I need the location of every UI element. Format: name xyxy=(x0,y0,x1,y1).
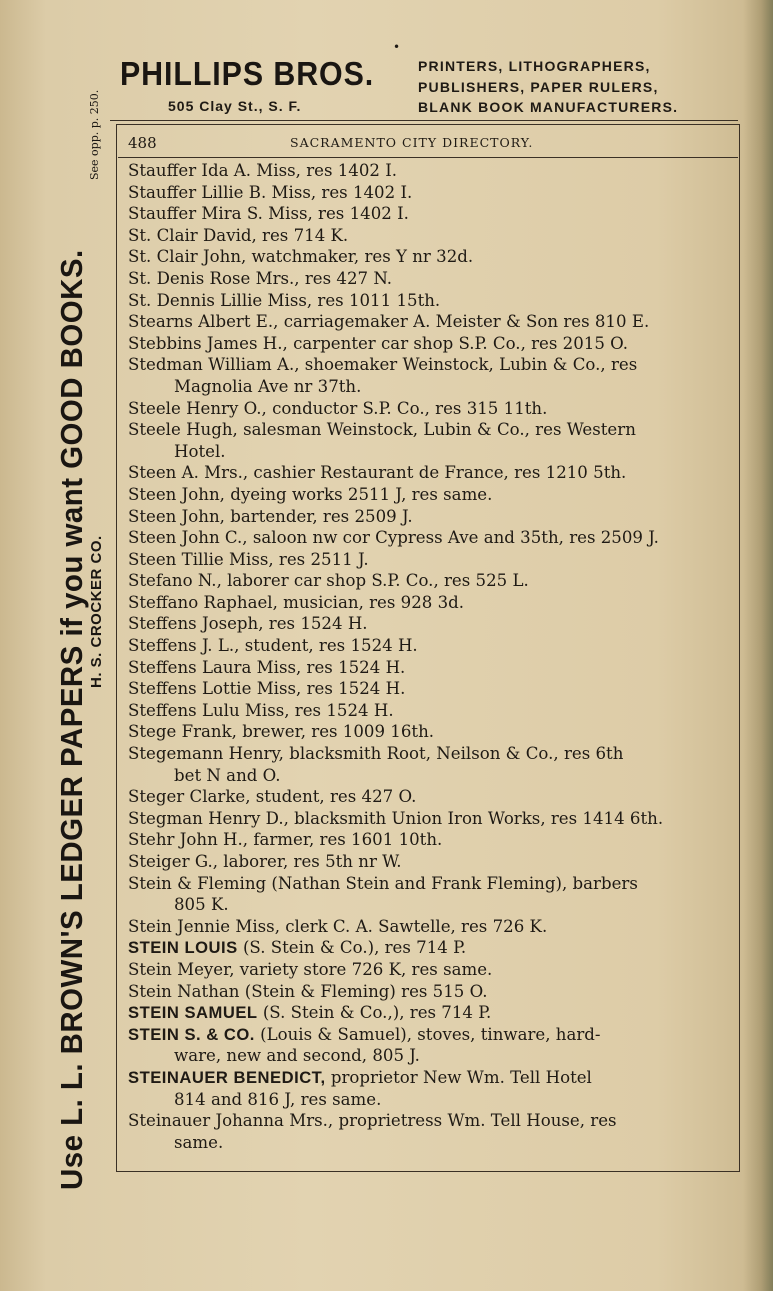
directory-entry xyxy=(128,657,732,679)
entry-text: Steen John, dyeing works 2511 J, res same. xyxy=(128,484,493,504)
directory-entry xyxy=(128,873,732,916)
directory-entry xyxy=(128,160,732,182)
page-edge xyxy=(743,0,773,1291)
entry-text: Steele Hugh, salesman Weinstock, Lubin & Co., res Western xyxy=(128,420,636,440)
entry-continuation: same. xyxy=(174,1132,224,1152)
directory-entry xyxy=(128,678,732,700)
directory-entry xyxy=(128,635,732,657)
entry-text: Steffano Raphael, musician, res 928 3d. xyxy=(128,592,465,612)
entry-text: Steffens Laura Miss, res 1524 H. xyxy=(128,657,406,677)
directory-entry xyxy=(128,203,732,225)
entry-text: St. Dennis Lillie Miss, res 1011 15th. xyxy=(128,290,441,310)
entry-text: Stegemann Henry, blacksmith Root, Neilson & Co., res 6th xyxy=(128,744,624,764)
entry-text: Steffens Lulu Miss, res 1524 H. xyxy=(128,700,394,720)
entry-text: St. Denis Rose Mrs., res 427 N. xyxy=(128,268,393,288)
entry-text: Steen A. Mrs., cashier Restaurant de France, res 1210 5th. xyxy=(128,463,627,483)
page-title: SACRAMENTO CITY DIRECTORY. xyxy=(290,135,534,150)
directory-entry xyxy=(128,290,732,312)
entry-bold-name: STEIN SAMUEL xyxy=(128,1003,258,1023)
directory-entry xyxy=(128,959,732,981)
entry-continuation: 814 and 816 J, res same. xyxy=(174,1089,382,1109)
entry-text: Stein Nathan (Stein & Fleming) res 515 O. xyxy=(128,981,488,1001)
entry-text: St. Clair David, res 714 K. xyxy=(128,225,349,245)
entry-text: Steen Tillie Miss, res 2511 J. xyxy=(128,549,369,569)
entry-text: (S. Stein & Co.), res 714 P. xyxy=(237,938,467,958)
entry-text: Stegman Henry D., blacksmith Union Iron Works, res 1414 6th. xyxy=(128,808,664,828)
entry-text: Stein & Fleming (Nathan Stein and Frank Fleming), barbers xyxy=(128,873,638,893)
entry-text: Stauffer Mira S. Miss, res 1402 I. xyxy=(128,204,409,224)
directory-entry xyxy=(128,1002,732,1024)
directory-entry xyxy=(128,937,732,959)
directory-entry xyxy=(128,916,732,938)
entry-continuation: ware, new and second, 805 J. xyxy=(174,1046,420,1066)
directory-entry xyxy=(128,268,732,290)
entry-text: Stearns Albert E., carriagemaker A. Meister & Son res 810 E. xyxy=(128,312,650,332)
directory-entry xyxy=(128,182,732,204)
header-service-line: PRINTERS, LITHOGRAPHERS, xyxy=(418,58,651,74)
directory-entry xyxy=(128,700,732,722)
entry-text: Steffens J. L., student, res 1524 H. xyxy=(128,636,418,656)
entry-bold-name: STEINAUER BENEDICT, xyxy=(128,1067,326,1087)
page-header xyxy=(128,134,728,154)
directory-entry xyxy=(128,981,732,1003)
entry-bold-name: STEIN LOUIS xyxy=(128,938,238,958)
directory-entry xyxy=(128,398,732,420)
directory-entry xyxy=(128,527,732,549)
directory-entry xyxy=(128,246,732,268)
directory-entry xyxy=(128,786,732,808)
entry-text: Steger Clarke, student, res 427 O. xyxy=(128,787,417,807)
directory-entry xyxy=(128,549,732,571)
entry-text: Stedman William A., shoemaker Weinstock, Lubin & Co., res xyxy=(128,355,638,375)
entry-continuation: 805 K. xyxy=(174,895,229,915)
directory-entry xyxy=(128,1110,732,1153)
entry-text: Stebbins James H., carpenter car shop S.P. Co., res 2015 O. xyxy=(128,333,629,353)
directory-entry xyxy=(128,721,732,743)
entry-text: proprietor New Wm. Tell Hotel xyxy=(325,1067,592,1087)
entry-continuation: bet N and O. xyxy=(174,765,281,785)
directory-entry xyxy=(128,743,732,786)
directory-entry xyxy=(128,1067,732,1110)
entry-text: Stauffer Ida A. Miss, res 1402 I. xyxy=(128,161,398,180)
entry-continuation: Magnolia Ave nr 37th. xyxy=(174,376,362,396)
entry-text: Steffens Lottie Miss, res 1524 H. xyxy=(128,679,406,699)
entry-continuation: Hotel. xyxy=(174,441,226,461)
side-ad-main: Use L. L. BROWN'S LEDGER PAPERS if you want GOOD BOOKS. xyxy=(54,249,89,1190)
directory-entry xyxy=(128,333,732,355)
entry-text: (Louis & Samuel), stoves, tinware, hard- xyxy=(254,1024,601,1044)
entry-text: Steinauer Johanna Mrs., proprietress Wm. Tell House, res xyxy=(128,1111,617,1131)
directory-entries xyxy=(128,160,732,1153)
directory-entry xyxy=(128,225,732,247)
directory-entry xyxy=(128,484,732,506)
ornament-dot: • xyxy=(393,40,401,54)
page-number: 488 xyxy=(128,134,157,152)
entry-text: Steele Henry O., conductor S.P. Co., res 315 11th. xyxy=(128,398,548,418)
directory-entry xyxy=(128,1024,732,1067)
entry-text: Steen John C., saloon nw cor Cypress Ave and 35th, res 2509 J. xyxy=(128,528,659,548)
entry-text: Stehr John H., farmer, res 1601 10th. xyxy=(128,830,443,850)
entry-text: St. Clair John, watchmaker, res Y nr 32d. xyxy=(128,247,474,267)
page-header-divider xyxy=(118,157,738,158)
entry-bold-name: STEIN S. & CO. xyxy=(128,1024,255,1044)
header-firm-name: PHILLIPS BROS. xyxy=(120,55,375,92)
directory-entry xyxy=(128,462,732,484)
directory-entry xyxy=(128,570,732,592)
side-ad-dealer: H. S. CROCKER CO. xyxy=(88,535,105,688)
header-address: 505 Clay St., S. F. xyxy=(168,98,302,114)
directory-entry xyxy=(128,808,732,830)
header-divider xyxy=(110,120,738,121)
directory-entry xyxy=(128,311,732,333)
directory-entry xyxy=(128,419,732,462)
side-ad-note: See opp. p. 250. xyxy=(88,89,101,180)
directory-entry xyxy=(128,506,732,528)
entry-text: Stege Frank, brewer, res 1009 16th. xyxy=(128,722,435,742)
directory-entry xyxy=(128,829,732,851)
entry-text: (S. Stein & Co.,), res 714 P. xyxy=(257,1003,492,1023)
header-service-line: PUBLISHERS, PAPER RULERS, xyxy=(418,79,659,95)
entry-text: Stein Jennie Miss, clerk C. A. Sawtelle, res 726 K. xyxy=(128,916,548,936)
entry-text: Steiger G., laborer, res 5th nr W. xyxy=(128,852,402,871)
directory-entry xyxy=(128,851,732,873)
entry-text: Steffens Joseph, res 1524 H. xyxy=(128,614,368,634)
entry-text: Stein Meyer, variety store 726 K, res same. xyxy=(128,959,493,979)
directory-entry xyxy=(128,613,732,635)
directory-entry xyxy=(128,592,732,614)
entry-text: Stefano N., laborer car shop S.P. Co., res 525 L. xyxy=(128,571,529,591)
entry-text: Steen John, bartender, res 2509 J. xyxy=(128,506,413,526)
entry-text: Stauffer Lillie B. Miss, res 1402 I. xyxy=(128,182,413,202)
header-service-line: BLANK BOOK MANUFACTURERS. xyxy=(418,99,679,115)
directory-entry xyxy=(128,354,732,397)
